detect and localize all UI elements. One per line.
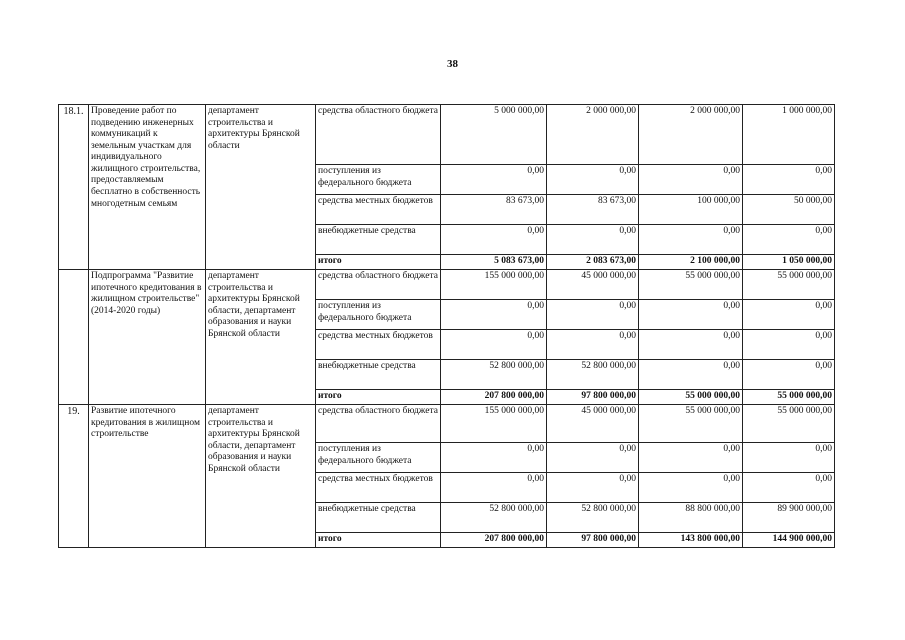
amount-cell: 0,00: [639, 300, 743, 330]
amount-cell: 83 673,00: [547, 195, 639, 225]
amount-cell: 0,00: [441, 443, 547, 473]
funding-source-total: итого: [316, 533, 441, 548]
amount-cell: 2 083 673,00: [547, 255, 639, 270]
funding-source: средства областного бюджета: [316, 405, 441, 443]
amount-cell: 0,00: [547, 300, 639, 330]
amount-cell: 45 000 000,00: [547, 270, 639, 300]
amount-cell: 0,00: [441, 473, 547, 503]
amount-cell: 0,00: [547, 473, 639, 503]
amount-cell: 0,00: [547, 165, 639, 195]
funding-source: внебюджетные средства: [316, 360, 441, 390]
amount-cell: 0,00: [639, 473, 743, 503]
amount-cell: 55 000 000,00: [743, 270, 835, 300]
amount-cell: 55 000 000,00: [743, 405, 835, 443]
amount-cell: 45 000 000,00: [547, 405, 639, 443]
funding-source: средства областного бюджета: [316, 270, 441, 300]
amount-cell: 0,00: [743, 360, 835, 390]
amount-cell: 0,00: [743, 330, 835, 360]
amount-cell: 97 800 000,00: [547, 390, 639, 405]
amount-cell: 52 800 000,00: [547, 360, 639, 390]
item-number: [59, 270, 89, 405]
amount-cell: 0,00: [639, 360, 743, 390]
amount-cell: 0,00: [547, 443, 639, 473]
amount-cell: 207 800 000,00: [441, 533, 547, 548]
amount-cell: 155 000 000,00: [441, 270, 547, 300]
item-executor: департамент строительства и архитектуры Брянской области, департамент образования и науки Брянской области: [206, 405, 316, 548]
amount-cell: 2 100 000,00: [639, 255, 743, 270]
amount-cell: 52 800 000,00: [441, 360, 547, 390]
amount-cell: 83 673,00: [441, 195, 547, 225]
table-row: [59, 105, 835, 165]
page-number: 38: [447, 58, 458, 70]
amount-cell: 55 000 000,00: [743, 390, 835, 405]
funding-source: средства областного бюджета: [316, 105, 441, 165]
amount-cell: 0,00: [639, 165, 743, 195]
funding-source: внебюджетные средства: [316, 225, 441, 255]
amount-cell: 0,00: [441, 225, 547, 255]
item-name: Развитие ипотечного кредитования в жилищном строительстве: [89, 405, 206, 548]
amount-cell: 0,00: [441, 300, 547, 330]
amount-cell: 0,00: [441, 165, 547, 195]
amount-cell: 155 000 000,00: [441, 405, 547, 443]
amount-cell: 5 000 000,00: [441, 105, 547, 165]
amount-cell: 0,00: [743, 300, 835, 330]
item-number: 19.: [59, 405, 89, 548]
funding-source: внебюджетные средства: [316, 503, 441, 533]
amount-cell: 0,00: [743, 165, 835, 195]
budget-table: [58, 104, 835, 548]
funding-source: поступления из федерального бюджета: [316, 165, 441, 195]
item-executor: департамент строительства и архитектуры Брянской области: [206, 105, 316, 270]
amount-cell: 97 800 000,00: [547, 533, 639, 548]
amount-cell: 88 800 000,00: [639, 503, 743, 533]
amount-cell: 143 800 000,00: [639, 533, 743, 548]
funding-source-total: итого: [316, 390, 441, 405]
amount-cell: 0,00: [743, 473, 835, 503]
amount-cell: 55 000 000,00: [639, 390, 743, 405]
item-executor: департамент строительства и архитектуры Брянской области, департамент образования и науки Брянской области: [206, 270, 316, 405]
item-name: Подпрограмма "Развитие ипотечного кредитования в жилищном строительстве" (2014-2020 годы): [89, 270, 206, 405]
amount-cell: 50 000,00: [743, 195, 835, 225]
amount-cell: 52 800 000,00: [441, 503, 547, 533]
amount-cell: 0,00: [743, 443, 835, 473]
amount-cell: 55 000 000,00: [639, 270, 743, 300]
item-number: 18.1.: [59, 105, 89, 270]
amount-cell: 2 000 000,00: [639, 105, 743, 165]
funding-source: поступления из федерального бюджета: [316, 443, 441, 473]
amount-cell: 5 083 673,00: [441, 255, 547, 270]
amount-cell: 55 000 000,00: [639, 405, 743, 443]
amount-cell: 1 050 000,00: [743, 255, 835, 270]
amount-cell: 52 800 000,00: [547, 503, 639, 533]
table-row: [59, 405, 835, 443]
table-row: [59, 270, 835, 300]
amount-cell: 144 900 000,00: [743, 533, 835, 548]
funding-source: поступления из федерального бюджета: [316, 300, 441, 330]
amount-cell: 0,00: [639, 443, 743, 473]
item-name: Проведение работ по подведению инженерных коммуникаций к земельным участкам для индивидуального жилищного строительства, предоставляемым бесплатно в собственность многодетным семьям: [89, 105, 206, 270]
amount-cell: 207 800 000,00: [441, 390, 547, 405]
amount-cell: 0,00: [639, 330, 743, 360]
amount-cell: 0,00: [547, 330, 639, 360]
funding-source-total: итого: [316, 255, 441, 270]
amount-cell: 0,00: [743, 225, 835, 255]
amount-cell: 0,00: [441, 330, 547, 360]
amount-cell: 0,00: [547, 225, 639, 255]
funding-source: средства местных бюджетов: [316, 195, 441, 225]
amount-cell: 2 000 000,00: [547, 105, 639, 165]
funding-source: средства местных бюджетов: [316, 473, 441, 503]
amount-cell: 0,00: [639, 225, 743, 255]
amount-cell: 100 000,00: [639, 195, 743, 225]
amount-cell: 1 000 000,00: [743, 105, 835, 165]
funding-source: средства местных бюджетов: [316, 330, 441, 360]
amount-cell: 89 900 000,00: [743, 503, 835, 533]
